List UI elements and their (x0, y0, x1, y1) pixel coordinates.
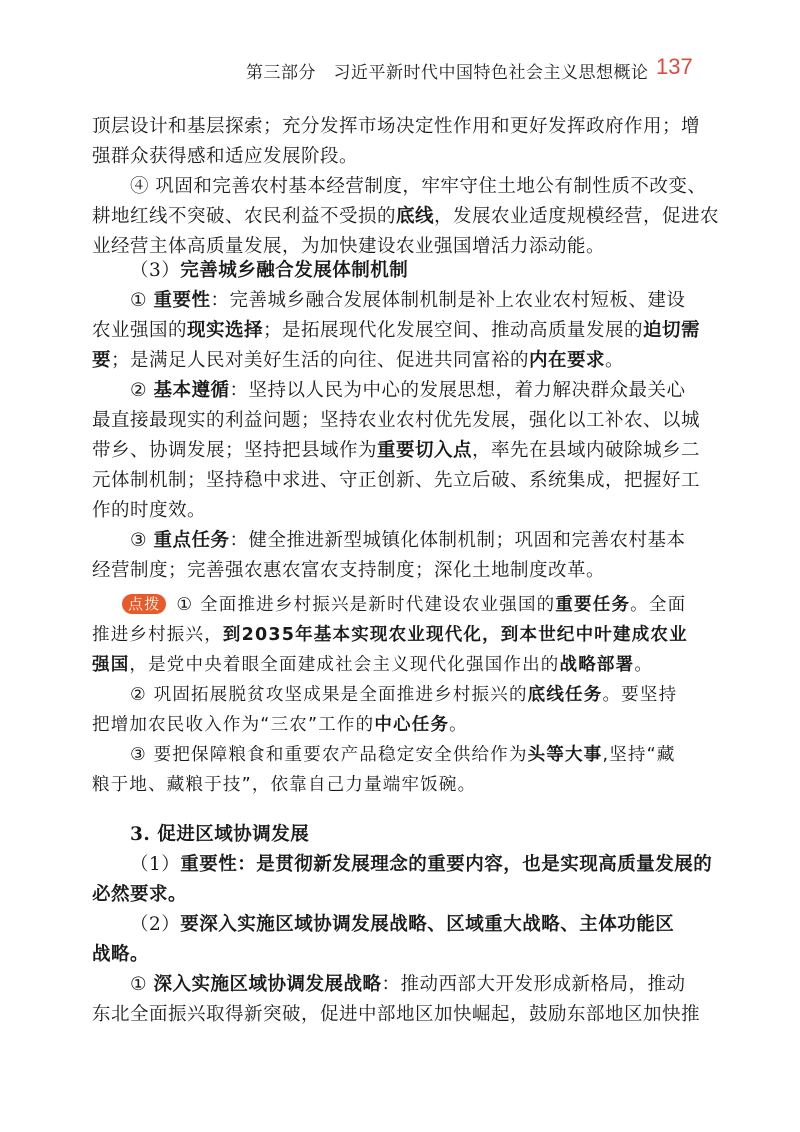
section-heading: 3. 促进区域协调发展 (130, 824, 310, 845)
paragraph-line: 东北全面振兴取得新突破，促进中部地区加快崛起，鼓励东部地区加快推 (92, 1004, 701, 1025)
dianbo-badge: 点拨 (122, 594, 166, 614)
paragraph-line: 耕地红线不突破、农民利益不受损的底线，发展农业适度规模经营，促进农 (92, 206, 720, 227)
text-block-1 (92, 112, 720, 262)
paragraph-line: 作的时度效。 (92, 500, 207, 521)
paragraph-line: （2）要深入实施区域协调发展战略、区域重大战略、主体功能区 (130, 914, 675, 935)
paragraph-line: 要；是满足人民对美好生活的向往、促进共同富裕的内在要求。 (92, 350, 625, 371)
paragraph-line: （1）重要性：是贯彻新发展理念的重要内容，也是实现高质量发展的 (130, 854, 713, 875)
paragraph-line: 经营制度；完善强农惠农富农支持制度；深化土地制度改革。 (92, 560, 606, 581)
paragraph-line: 带乡、协调发展；坚持把县域作为重要切入点，率先在县域内破除城乡二 (92, 440, 701, 461)
subsection-3 (92, 256, 701, 586)
paragraph-line: 战略。 (92, 944, 150, 965)
paragraph-line: 顶层设计和基层探索；充分发挥市场决定性作用和更好发挥政府作用；增 (92, 116, 701, 137)
paragraph-line: 把增加农民收入作为“三农”工作的中心任务。 (92, 715, 468, 735)
paragraph-line: 必然要求。 (92, 884, 188, 905)
paragraph-line: ① 深入实施区域协调发展战略：推动西部大开发形成新格局，推动 (130, 974, 686, 995)
paragraph-line: 业经营主体高质量发展，为加快建设农业强国增活力添动能。 (92, 236, 606, 257)
paragraph-line: 推进乡村振兴，到2035年基本实现农业现代化，到本世纪中叶建成农业 (92, 625, 688, 645)
paragraph-line: ④ 巩固和完善农村基本经营制度，牢牢守住土地公有制性质不改变、 (130, 176, 707, 197)
paragraph-line: ③ 要把保障粮食和重要农产品稳定安全供给作为头等大事,坚持“藏 (130, 745, 676, 765)
paragraph-line: 粮于地、藏粮于技”，依靠自己力量端牢饭碗。 (92, 775, 477, 795)
paragraph-line: 强群众获得感和适应发展阶段。 (92, 146, 359, 167)
paragraph-line: 点拨 ① 全面推进乡村振兴是新时代建设农业强国的重要任务。全面 (92, 590, 692, 620)
subsection-heading: （3）完善城乡融合发展体制机制 (130, 260, 409, 281)
paragraph-line: ① 重要性：完善城乡融合发展体制机制是补上农业农村短板、建设 (130, 290, 686, 311)
page-number: 137 (656, 54, 693, 79)
paragraph-line: 农业强国的现实选择；是拓展现代化发展空间、推动高质量发展的迫切需 (92, 320, 701, 341)
paragraph-line: 最直接最现实的利益问题；坚持农业农村优先发展，强化以工补农、以城 (92, 410, 701, 431)
dianbo-note (92, 590, 692, 800)
section-3 (92, 820, 713, 1030)
paragraph-line: ③ 重点任务：健全推进新型城镇化体制机制；巩固和完善农村基本 (130, 530, 686, 551)
paragraph-line: ② 基本遵循：坚持以人民为中心的发展思想，着力解决群众最关心 (130, 380, 686, 401)
section-title: 第三部分 习近平新时代中国特色社会主义思想概论 (246, 63, 649, 83)
paragraph-line: 元体制机制；坚持稳中求进、守正创新、先立后破、系统集成，把握好工 (92, 470, 701, 491)
paragraph-line: ② 巩固拓展脱贫攻坚成果是全面推进乡村振兴的底线任务。要坚持 (130, 685, 678, 705)
running-header (0, 54, 800, 88)
paragraph-line: 强国，是党中央着眼全面建成社会主义现代化强国作出的战略部署。 (92, 655, 654, 675)
